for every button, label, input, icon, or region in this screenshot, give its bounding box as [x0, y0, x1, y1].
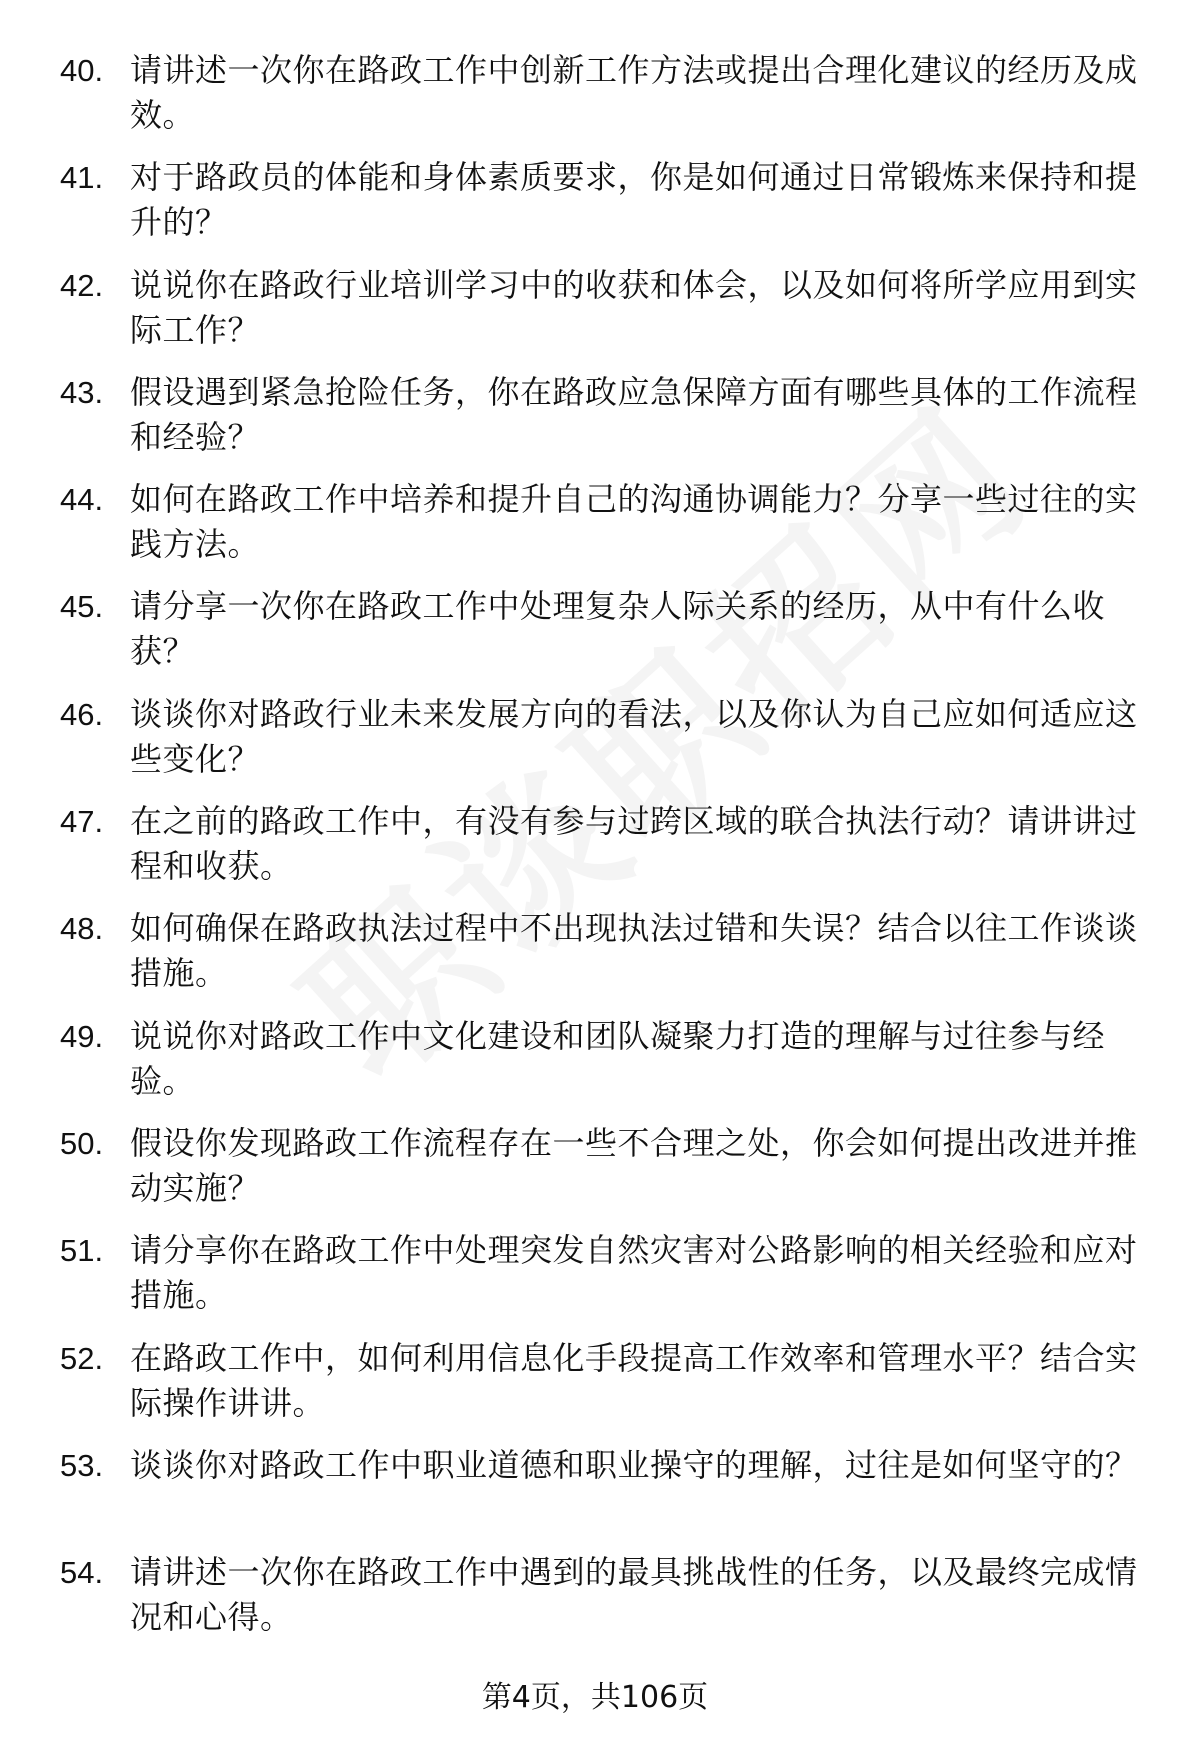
question-number: 42. [60, 267, 104, 303]
question-text: 说说你对路政工作中文化建设和团队凝聚力打造的理解与过往参与经验。 [130, 1016, 1106, 1100]
question-number: 50. [60, 1125, 104, 1161]
question-item [60, 155, 1150, 262]
question-text: 在之前的路政工作中，有没有参与过跨区域的联合执法行动？请讲讲过程和收获。 [130, 802, 1138, 886]
question-number: 47. [60, 804, 104, 840]
question-item [60, 1228, 1150, 1335]
question-number: 41. [60, 160, 104, 196]
question-text: 请讲述一次你在路政工作中遇到的最具挑战性的任务，以及最终完成情况和心得。 [130, 1553, 1138, 1637]
question-item [60, 263, 1150, 370]
question-number: 45. [60, 589, 104, 625]
question-text: 在路政工作中，如何利用信息化手段提高工作效率和管理水平？结合实际操作讲讲。 [130, 1338, 1138, 1422]
question-text: 说说你在路政行业培训学习中的收获和体会，以及如何将所学应用到实际工作？ [130, 265, 1138, 349]
question-number: 51. [60, 1233, 104, 1269]
question-list [60, 48, 1150, 1657]
question-text: 请讲述一次你在路政工作中创新工作方法或提出合理化建议的经历及成效。 [130, 51, 1138, 134]
question-number: 46. [60, 696, 104, 732]
question-item [60, 692, 1150, 799]
question-item [60, 477, 1150, 584]
question-number: 48. [60, 911, 104, 947]
question-number: 54. [60, 1555, 104, 1591]
question-item [60, 48, 1150, 155]
question-text: 对于路政员的体能和身体素质要求，你是如何通过日常锻炼来保持和提升的？ [130, 158, 1138, 242]
question-number: 43. [60, 374, 104, 410]
question-item [60, 1014, 1150, 1121]
question-text: 请分享一次你在路政工作中处理复杂人际关系的经历，从中有什么收获？ [130, 587, 1106, 671]
question-text: 如何在路政工作中培养和提升自己的沟通协调能力？分享一些过往的实践方法。 [130, 480, 1138, 564]
question-item [60, 1121, 1150, 1228]
question-text: 谈谈你对路政行业未来发展方向的看法，以及你认为自己应如何适应这些变化？ [130, 694, 1138, 778]
question-item [60, 906, 1150, 1013]
question-item [60, 1336, 1150, 1443]
question-text: 谈谈你对路政工作中职业道德和职业操守的理解，过往是如何坚守的？ [130, 1445, 1138, 1484]
question-text: 假设遇到紧急抢险任务，你在路政应急保障方面有哪些具体的工作流程和经验？ [130, 372, 1138, 456]
question-number: 44. [60, 482, 104, 518]
question-number: 53. [60, 1447, 104, 1483]
question-item [60, 584, 1150, 691]
question-item [60, 1550, 1150, 1657]
question-number: 49. [60, 1018, 104, 1054]
question-item [60, 799, 1150, 906]
page-number-footer: 第4页，共106页 [481, 1680, 709, 1715]
question-item [60, 1443, 1150, 1550]
question-text: 如何确保在路政执法过程中不出现执法过错和失误？结合以往工作谈谈措施。 [130, 909, 1138, 993]
question-text: 请分享你在路政工作中处理突发自然灾害对公路影响的相关经验和应对措施。 [130, 1231, 1138, 1315]
question-item [60, 370, 1150, 477]
question-text: 假设你发现路政工作流程存在一些不合理之处，你会如何提出改进并推动实施？ [130, 1123, 1138, 1207]
question-number: 40. [60, 53, 104, 88]
question-number: 52. [60, 1340, 104, 1376]
